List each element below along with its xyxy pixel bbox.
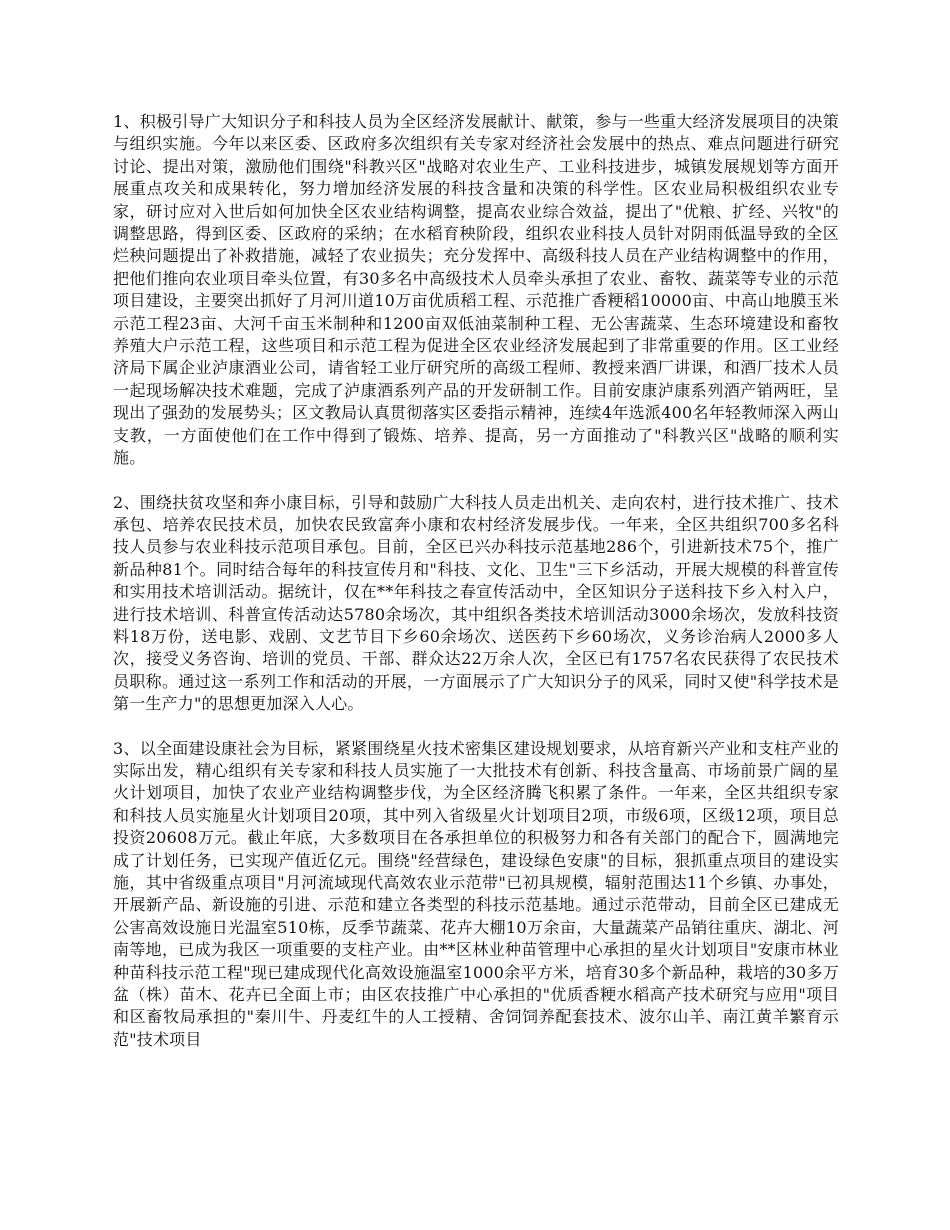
paragraph-3: 3、以全面建设康社会为目标，紧紧围绕星火技术密集区建设规划要求，从培育新兴产业和支柱产业的实际出发，精心组织有关专家和科技人员实施了一大批技术有创新、科技含量高、市场前景广阔的星火计划项目，加快了农业产业结构调整步伐，为全区经济腾飞积累了条件。一年来，全区共组织专家和科技人员实施星火计划项目20项，其中列入省级星火计划项目2项，市级6项，区级12项，项目总投资20608万元。截止年底，大多数项目在各承担单位的积极努力和各有关部门的配合下，圆满地完成了计划任务，已实现产值近亿元。围绕"经营绿色，建设绿色安康"的目标，狠抓重点项目的建设实施，其中省级重点项目"月河流域现代高效农业示范带"已初具规模，辐射范围达11个乡镇、办事处，开展新产品、新设施的引进、示范和建立各类型的科技示范基地。通过示范带动，目前全区已建成无公害高效设施日光温室510栋，反季节蔬菜、花卉大棚10万余亩，大量蔬菜产品销往重庆、湖北、河南等地，已成为我区一项重要的支柱产业。由**区林业种苗管理中心承担的星火计划项目"安康市林业种苗科技示范工程"现已建成现代化高效设施温室1000余平方米，培育30多个新品种，栽培的30多万盆（株）苗木、花卉已全面上市；由区农技推广中心承担的"优质香粳水稻高产技术研究与应用"项目和区畜牧局承担的"秦川牛、丹麦红牛的人工授精、舍饲饲养配套技术、波尔山羊、南江黄羊繁育示范"技术项目	[113, 738, 839, 1049]
document-page	[113, 111, 839, 1073]
paragraph-1: 1、积极引导广大知识分子和科技人员为全区经济发展献计、献策，参与一些重大经济发展项目的决策与组织实施。今年以来区委、区政府多次组织有关专家对经济社会发展中的热点、难点问题进行研究讨论、提出对策，激励他们围绕"科教兴区"战略对农业生产、工业科技进步，城镇发展规划等方面开展重点攻关和成果转化，努力增加经济发展的科技含量和决策的科学性。区农业局积极组织农业专家，研讨应对入世后如何加快全区农业结构调整，提高农业综合效益，提出了"优粮、扩经、兴牧"的调整思路，得到区委、区政府的采纳；在水稻育秧阶段，组织农业科技人员针对阴雨低温导致的全区烂秧问题提出了补救措施，减轻了农业损失；充分发挥中、高级科技人员在产业结构调整中的作用，把他们推向农业项目牵头位置，有30多名中高级技术人员牵头承担了农业、畜牧、蔬菜等专业的示范项目建设，主要突出抓好了月河川道10万亩优质稻工程、示范推广香粳稻10000亩、中高山地膜玉米示范工程23亩、大河千亩玉米制种和1200亩双低油菜制种工程、无公害蔬菜、生态环境建设和畜牧养殖大户示范工程，这些项目和示范工程为促进全区农业经济发展起到了非常重要的作用。区工业经济局下属企业泸康酒业公司，请省轻工业厅研究所的高级工程师、教授来酒厂讲课，和酒厂技术人员一起现场解决技术难题，完成了泸康酒系列产品的开发研制工作。目前安康泸康系列酒产销两旺，呈现出了强劲的发展势头；区文教局认真贯彻落实区委指示精神，连续4年选派400名年轻教师深入两山支教，一方面使他们在工作中得到了锻炼、培养、提高，另一方面推动了"科教兴区"战略的顺利实施。	[113, 112, 839, 468]
paragraph-2: 2、围绕扶贫攻坚和奔小康目标，引导和鼓励广大科技人员走出机关、走向农村，进行技术推广、技术承包、培养农民技术员，加快农民致富奔小康和农村经济发展步伐。一年来，全区共组织700多名科技人员参与农业科技示范项目承包。目前，全区已兴办科技示范基地286个，引进新技术75个，推广新品种81个。同时结合每年的科技宣传月和"科技、文化、卫生"三下乡活动，开展大规模的科普宣传和实用技术培训活动。据统计，仅在**年科技之春宣传活动中，全区知识分子送科技下乡入村入户，进行技术培训、科普宣传活动达5780余场次，其中组织各类技术培训活动3000余场次，发放科技资料18万份，送电影、戏剧、文艺节目下乡60余场次、送医药下乡60场次，义务诊治病人2000多人次，接受义务咨询、培训的党员、干部、群众达22万余人次，全区已有1757名农民获得了农民技术员职称。通过这一系列工作和活动的开展，一方面展示了广大知识分子的风采，同时又使"科学技术是第一生产力"的思想更加深入人心。	[113, 492, 839, 714]
